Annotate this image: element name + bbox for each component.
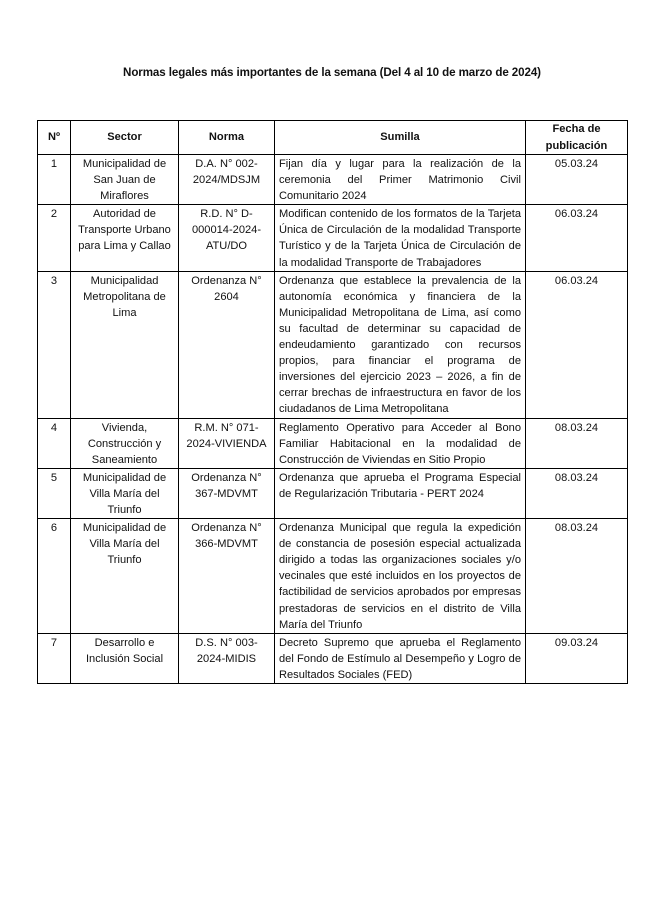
header-sector: Sector <box>71 121 179 155</box>
cell-fecha: 08.03.24 <box>526 468 628 518</box>
cell-norma: Ordenanza N° 366-MDVMT <box>179 519 275 634</box>
cell-sector: Municipalidad de San Juan de Miraflores <box>71 155 179 205</box>
cell-num: 7 <box>38 633 71 683</box>
cell-sector: Autoridad de Transporte Urbano para Lima y Callao <box>71 205 179 271</box>
table-row <box>38 205 628 271</box>
table-row <box>38 519 628 634</box>
header-sumilla: Sumilla <box>275 121 526 155</box>
cell-num: 3 <box>38 271 71 418</box>
header-num: Nº <box>38 121 71 155</box>
cell-sumilla: Ordenanza que aprueba el Programa Especial de Regularización Tributaria - PERT 2024 <box>275 468 526 518</box>
cell-fecha: 09.03.24 <box>526 633 628 683</box>
cell-num: 4 <box>38 418 71 468</box>
cell-sector: Vivienda, Construcción y Saneamiento <box>71 418 179 468</box>
cell-fecha: 06.03.24 <box>526 271 628 418</box>
cell-sector: Municipalidad Metropolitana de Lima <box>71 271 179 418</box>
cell-sector: Desarrollo e Inclusión Social <box>71 633 179 683</box>
cell-norma: D.S. N° 003-2024-MIDIS <box>179 633 275 683</box>
document-title: Normas legales más importantes de la semana (Del 4 al 10 de marzo de 2024) <box>123 66 541 79</box>
cell-fecha: 08.03.24 <box>526 519 628 634</box>
cell-fecha: 08.03.24 <box>526 418 628 468</box>
cell-norma: Ordenanza N° 2604 <box>179 271 275 418</box>
cell-norma: D.A. N° 002-2024/MDSJM <box>179 155 275 205</box>
cell-sumilla: Fijan día y lugar para la realización de la ceremonia del Primer Matrimonio Civil Comunitario 2024 <box>275 155 526 205</box>
table-header-row <box>38 121 628 155</box>
table-row <box>38 418 628 468</box>
table-row <box>38 155 628 205</box>
cell-norma: Ordenanza N° 367-MDVMT <box>179 468 275 518</box>
cell-num: 2 <box>38 205 71 271</box>
table-row <box>38 271 628 418</box>
cell-sumilla: Reglamento Operativo para Acceder al Bono Familiar Habitacional en la modalidad de Construcción de Viviendas en Sitio Propio <box>275 418 526 468</box>
cell-sector: Municipalidad de Villa María del Triunfo <box>71 468 179 518</box>
cell-fecha: 05.03.24 <box>526 155 628 205</box>
cell-fecha: 06.03.24 <box>526 205 628 271</box>
normas-table <box>37 120 628 684</box>
cell-sumilla: Decreto Supremo que aprueba el Reglamento del Fondo de Estímulo al Desempeño y Logro de Resultados Sociales (FED) <box>275 633 526 683</box>
header-norma: Norma <box>179 121 275 155</box>
cell-norma: R.M. N° 071-2024-VIVIENDA <box>179 418 275 468</box>
cell-num: 1 <box>38 155 71 205</box>
table-row <box>38 633 628 683</box>
table-row <box>38 468 628 518</box>
cell-sector: Municipalidad de Villa María del Triunfo <box>71 519 179 634</box>
cell-norma: R.D. N° D-000014-2024-ATU/DO <box>179 205 275 271</box>
cell-sumilla: Ordenanza que establece la prevalencia de la autonomía económica y financiera de la Municipalidad Metropolitana de Lima, así como su facultad de determinar su capacidad de endeudamiento garantizado con recursos propios, para financiar el programa de inversiones del ejercicio 2023 – 2026, a fin de cerrar brechas de infraestructura en favor de los ciudadanos de Lima Metropolitana <box>275 271 526 418</box>
cell-num: 6 <box>38 519 71 634</box>
cell-num: 5 <box>38 468 71 518</box>
cell-sumilla: Ordenanza Municipal que regula la expedición de constancia de posesión especial actualizada dirigido a todas las organizaciones sociales y/o vecinales que esté incluidos en los proyectos de factibilidad de servicios aprobados por empresas prestadoras de servicios en el distrito de Villa María del Triunfo <box>275 519 526 634</box>
cell-sumilla: Modifican contenido de los formatos de la Tarjeta Única de Circulación de la modalidad Transporte Turístico y de la Tarjeta Única de Circulación de la modalidad Transporte de Trabajadores <box>275 205 526 271</box>
header-fecha: Fecha de publicación <box>526 121 628 155</box>
